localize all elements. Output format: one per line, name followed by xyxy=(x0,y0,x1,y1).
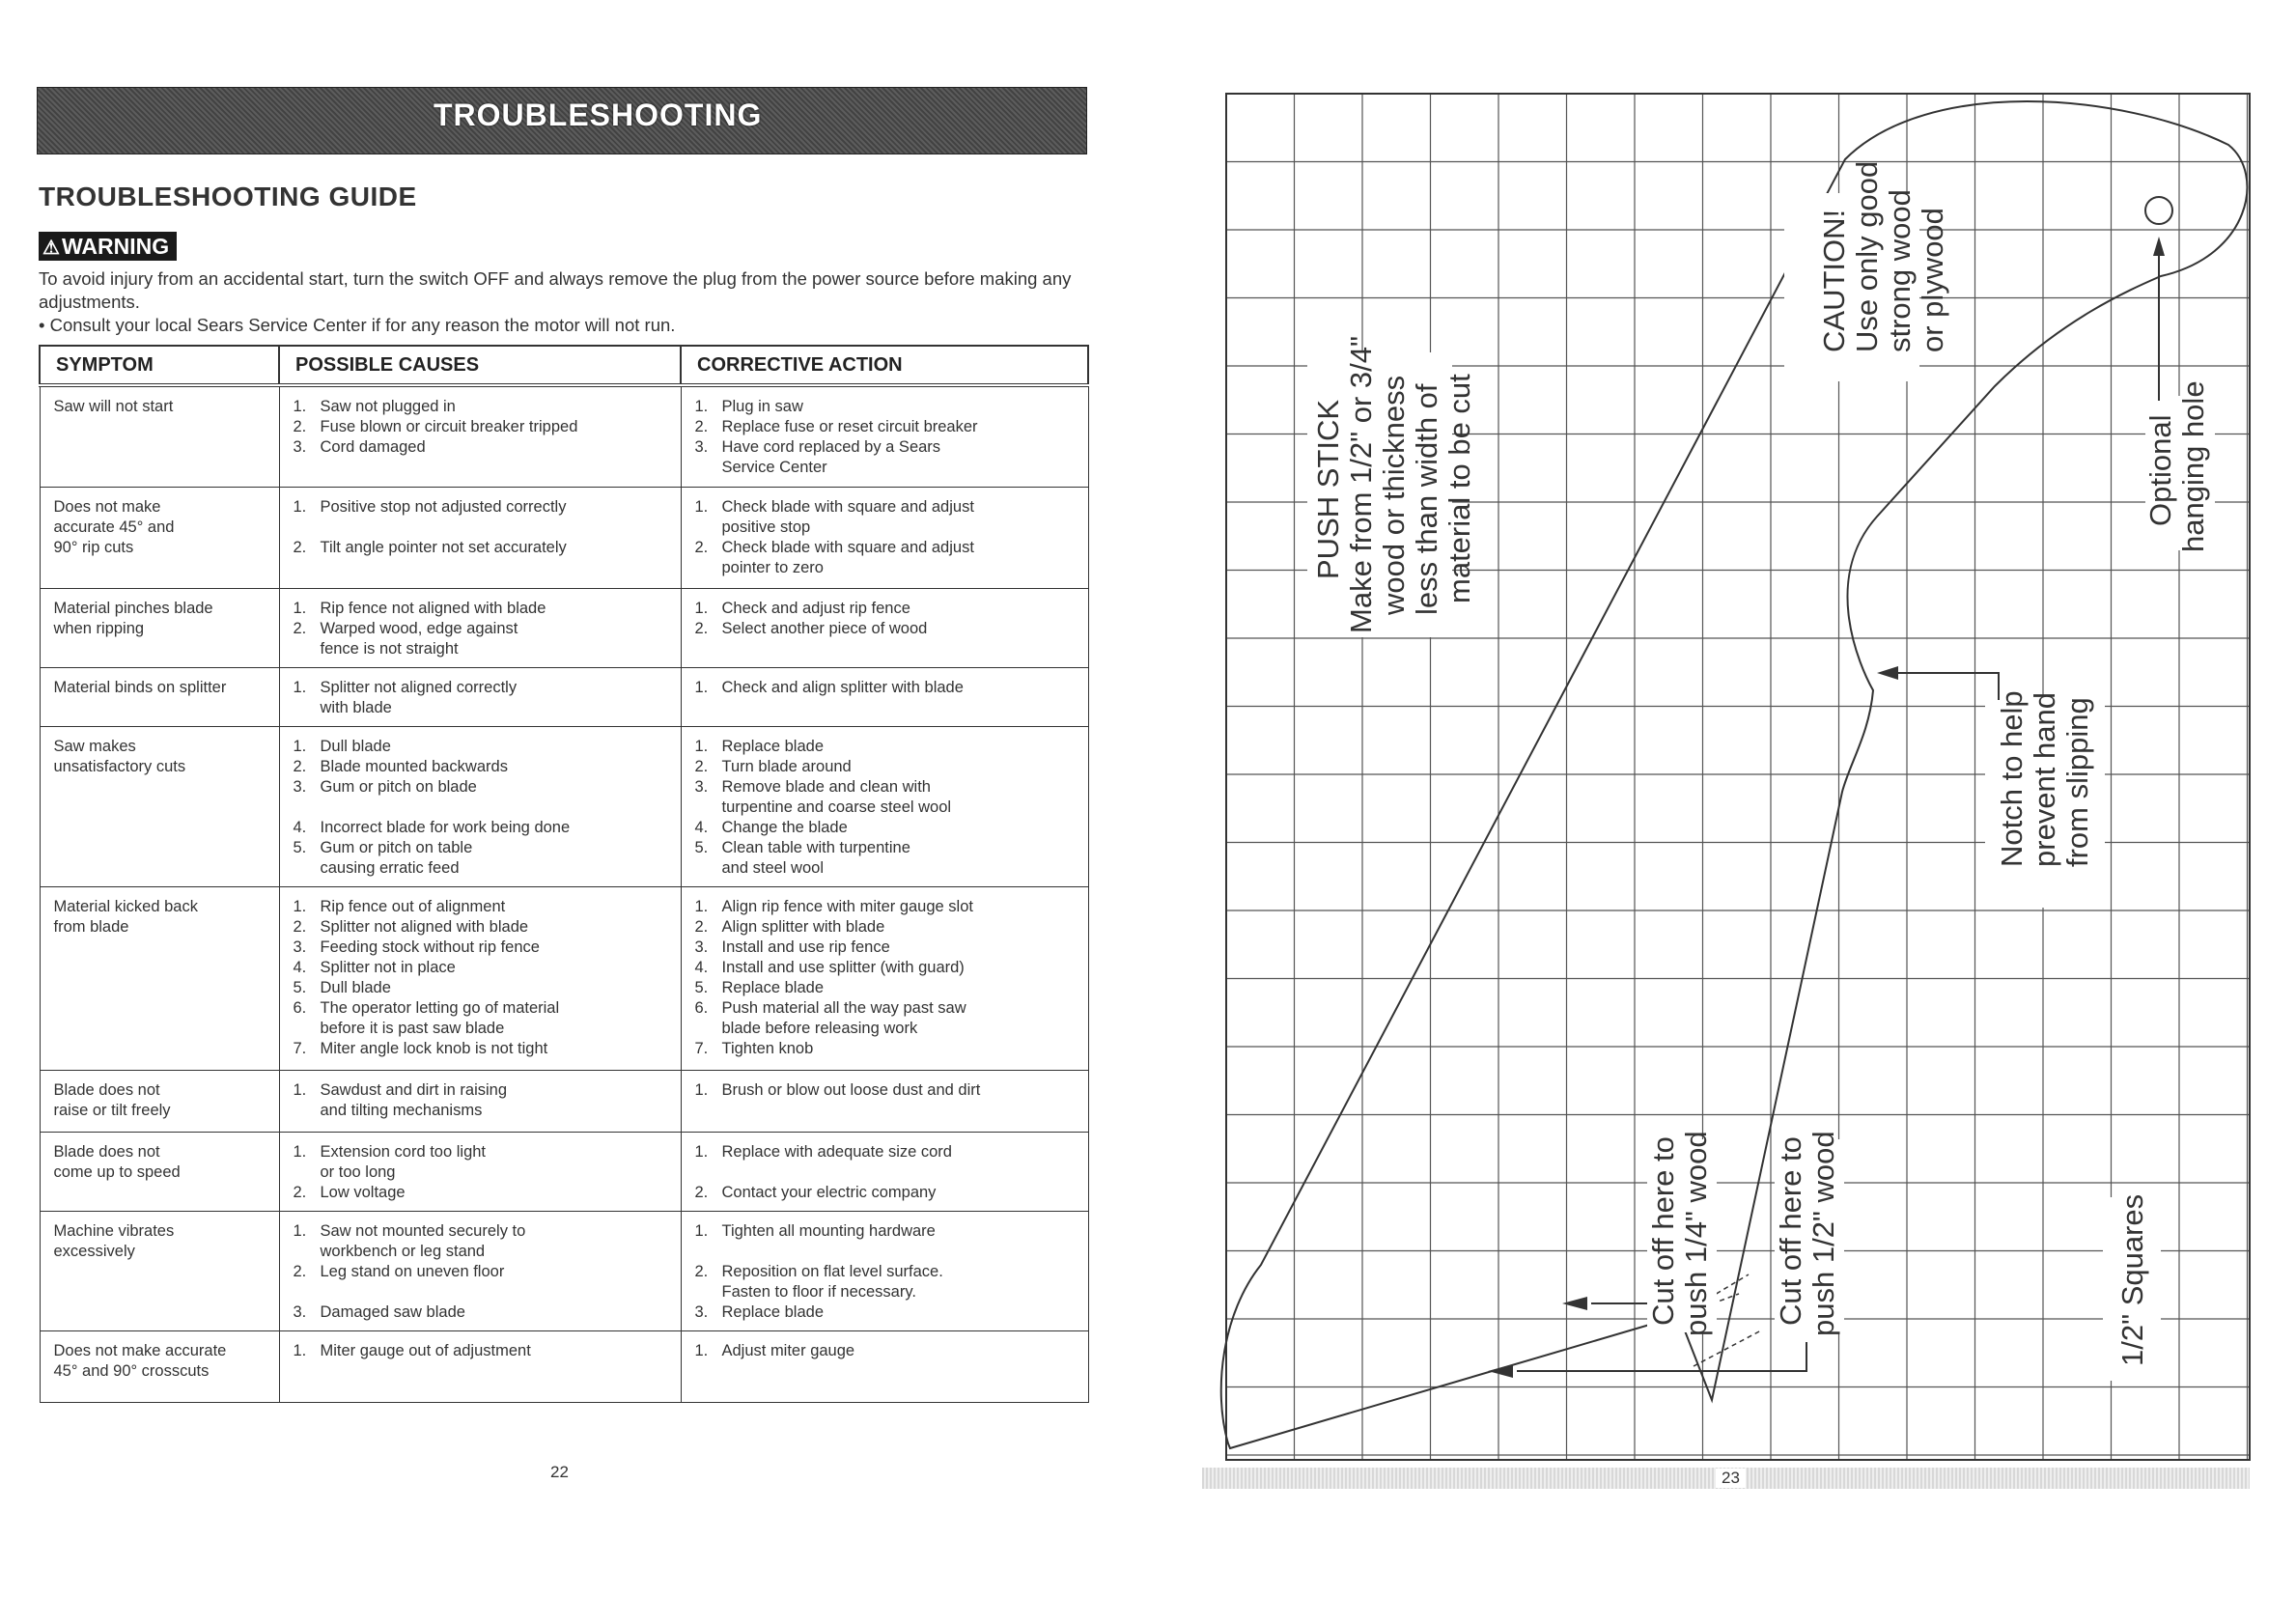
item-number: 1. xyxy=(293,1080,307,1099)
caution-title: CAUTION! xyxy=(1817,209,1851,352)
notch-label: prevent hand xyxy=(2028,692,2061,867)
push-stick-line: Make from 1/2" or 3/4" xyxy=(1344,335,1378,633)
item-number: 1. xyxy=(694,897,709,915)
item-text: Dull blade xyxy=(320,978,391,996)
table-row xyxy=(40,1132,1088,1211)
list-item xyxy=(695,958,1080,978)
item-text: Replace with adequate size cord xyxy=(721,1142,952,1161)
table-row xyxy=(40,588,1088,667)
table-row xyxy=(40,1330,1088,1402)
item-text: Install and use rip fence xyxy=(721,938,890,956)
notch-label: from slipping xyxy=(2060,697,2094,867)
table-body xyxy=(40,385,1088,1402)
causes-cell xyxy=(279,385,681,487)
actions-cell xyxy=(681,1070,1088,1132)
symptom-cell: Blade does not raise or tilt freely xyxy=(40,1070,279,1132)
cut-quarter-label: push 1/4" wood xyxy=(1679,1131,1713,1336)
causes-cell xyxy=(279,886,681,1070)
item-text: Push material all the way past saw blade before releasing work xyxy=(721,998,966,1037)
numbered-list xyxy=(294,737,673,879)
left-page xyxy=(0,0,1110,1624)
actions-cell xyxy=(681,1211,1088,1330)
list-item xyxy=(695,917,1080,938)
item-text: Contact your electric company xyxy=(721,1183,937,1201)
list-item xyxy=(695,678,1080,698)
item-text: Splitter not aligned correctly with blade xyxy=(320,678,518,716)
column-header-symptom: SYMPTOM xyxy=(40,346,279,385)
list-item xyxy=(294,737,673,757)
hanging-hole-label: Optional xyxy=(2143,414,2177,526)
arrow-notch-head xyxy=(1877,666,1898,680)
item-number: 1. xyxy=(694,1341,709,1359)
numbered-list xyxy=(695,397,1080,478)
item-text: Positive stop not adjusted correctly xyxy=(320,497,567,516)
item-number: 1. xyxy=(293,599,307,617)
numbered-list xyxy=(294,897,673,1059)
list-item xyxy=(695,619,1080,639)
item-number: 2. xyxy=(694,538,709,556)
list-item xyxy=(695,1039,1080,1059)
symptom-cell: Machine vibrates excessively xyxy=(40,1211,279,1330)
item-text: Replace fuse or reset circuit breaker xyxy=(721,418,978,435)
hanging-hole-label: hanging hole xyxy=(2176,380,2210,552)
list-item xyxy=(695,1262,1080,1302)
item-number: 7. xyxy=(293,1039,307,1057)
list-item xyxy=(695,599,1080,619)
item-text: Clean table with turpentine and steel wool xyxy=(721,838,910,877)
item-text: Rip fence out of alignment xyxy=(320,897,506,915)
item-number: 5. xyxy=(694,838,709,856)
list-item xyxy=(695,818,1080,838)
causes-cell xyxy=(279,1132,681,1211)
causes-cell xyxy=(279,1211,681,1330)
item-number: 6. xyxy=(293,998,307,1017)
list-item xyxy=(695,538,1080,578)
list-item xyxy=(695,897,1080,917)
list-item xyxy=(695,1142,1080,1162)
list-item xyxy=(695,1183,1080,1203)
push-stick-line: material to be cut xyxy=(1442,374,1476,603)
list-item xyxy=(294,599,673,619)
list-item xyxy=(294,397,673,417)
item-number: 3. xyxy=(293,777,307,796)
item-number: 1. xyxy=(694,497,709,516)
numbered-list xyxy=(294,678,673,718)
list-item xyxy=(294,1262,673,1282)
list-item xyxy=(695,1080,1080,1101)
item-text: Warped wood, edge against fence is not straight xyxy=(320,619,518,658)
actions-cell xyxy=(681,588,1088,667)
column-header-actions: CORRECTIVE ACTION xyxy=(681,346,1088,385)
causes-cell xyxy=(279,487,681,588)
warning-triangle-icon: ⚠ xyxy=(42,238,60,259)
list-item xyxy=(294,838,673,879)
item-text: Align rip fence with miter gauge slot xyxy=(721,897,973,915)
table-row xyxy=(40,487,1088,588)
intro-line: To avoid injury from an accidental start, turn the switch OFF and always remove the plug from the power source before making any adjustments. xyxy=(39,268,1072,312)
item-number: 5. xyxy=(293,978,307,996)
caution-line: strong wood xyxy=(1883,189,1917,352)
list-item xyxy=(695,1341,1080,1361)
warning-label: WARNING xyxy=(61,234,170,259)
list-item xyxy=(695,777,1080,818)
item-text: Remove blade and clean with turpentine and coarse steel wool xyxy=(721,777,952,816)
arrow-cut-half xyxy=(1517,1342,1806,1371)
numbered-list xyxy=(294,599,673,659)
list-item xyxy=(695,998,1080,1039)
list-item xyxy=(695,737,1080,757)
symptom-cell: Material kicked back from blade xyxy=(40,886,279,1070)
item-text: Brush or blow out loose dust and dirt xyxy=(721,1080,981,1099)
item-number: 4. xyxy=(694,818,709,836)
list-item xyxy=(695,1302,1080,1323)
item-number: 1. xyxy=(293,678,307,696)
item-number: 2. xyxy=(293,1183,307,1201)
page-number-left: 22 xyxy=(550,1463,569,1481)
item-text: Incorrect blade for work being done xyxy=(320,818,571,836)
list-item xyxy=(695,838,1080,879)
item-text: Align splitter with blade xyxy=(721,917,885,936)
table-row xyxy=(40,667,1088,726)
list-item xyxy=(294,757,673,777)
item-text: Sawdust and dirt in raising and tilting mechanisms xyxy=(320,1080,508,1119)
item-number: 1. xyxy=(293,737,307,755)
list-item xyxy=(294,538,673,558)
item-text: Saw not mounted securely to workbench or leg stand xyxy=(320,1221,526,1260)
intro-line: • Consult your local Sears Service Center if for any reason the motor will not run. xyxy=(39,315,676,335)
right-page xyxy=(1193,0,2296,1624)
banner-title: TROUBLESHOOTING xyxy=(434,98,763,132)
page-number-right: 23 xyxy=(1716,1469,1746,1488)
numbered-list xyxy=(695,737,1080,879)
list-item xyxy=(294,1080,673,1121)
item-text: Turn blade around xyxy=(721,757,852,775)
item-text: Gum or pitch on table causing erratic feed xyxy=(320,838,473,877)
numbered-list xyxy=(695,1142,1080,1203)
item-number: 1. xyxy=(694,599,709,617)
warning-badge xyxy=(39,232,177,261)
cut-half-label: Cut off here to xyxy=(1774,1136,1807,1326)
numbered-list xyxy=(695,897,1080,1059)
numbered-list xyxy=(695,1341,1080,1361)
causes-cell xyxy=(279,726,681,886)
symptom-cell: Blade does not come up to speed xyxy=(40,1132,279,1211)
item-number: 3. xyxy=(293,938,307,956)
item-number: 3. xyxy=(694,777,709,796)
causes-cell xyxy=(279,1330,681,1402)
item-number: 1. xyxy=(293,1341,307,1359)
push-stick-line: wood or thickness xyxy=(1377,375,1411,615)
item-number: 1. xyxy=(293,398,307,415)
item-number: 2. xyxy=(293,619,307,637)
table-row xyxy=(40,886,1088,1070)
table-header-row xyxy=(40,346,1088,385)
numbered-list xyxy=(695,678,1080,698)
numbered-list xyxy=(294,1341,673,1361)
list-item xyxy=(695,1221,1080,1242)
item-number: 2. xyxy=(293,1262,307,1280)
list-item xyxy=(695,437,1080,478)
item-text: Adjust miter gauge xyxy=(721,1341,855,1359)
item-text: Gum or pitch on blade xyxy=(320,777,477,796)
numbered-list xyxy=(695,1080,1080,1101)
list-item xyxy=(294,437,673,458)
item-number: 6. xyxy=(694,998,709,1017)
column-header-causes: POSSIBLE CAUSES xyxy=(279,346,681,385)
table-row xyxy=(40,1070,1088,1132)
cut-half-label: push 1/2" wood xyxy=(1806,1131,1840,1336)
item-text: Miter gauge out of adjustment xyxy=(320,1341,531,1359)
list-item xyxy=(294,1341,673,1361)
list-item xyxy=(695,978,1080,998)
item-text: Replace blade xyxy=(721,737,824,755)
item-text: Check blade with square and adjust positive stop xyxy=(721,497,974,536)
item-text: Check and align splitter with blade xyxy=(721,678,964,696)
table-row xyxy=(40,385,1088,487)
symptom-cell: Material pinches blade when ripping xyxy=(40,588,279,667)
list-item xyxy=(695,397,1080,417)
arrow-cut-half-head xyxy=(1488,1364,1513,1378)
item-text: Check and adjust rip fence xyxy=(721,599,910,617)
item-number: 2. xyxy=(694,619,709,637)
item-text: Tighten all mounting hardware xyxy=(721,1221,936,1240)
list-item xyxy=(294,917,673,938)
numbered-list xyxy=(695,1221,1080,1323)
item-text: Tilt angle pointer not set accurately xyxy=(320,538,567,556)
push-stick-line: less than width of xyxy=(1410,383,1443,615)
causes-cell xyxy=(279,1070,681,1132)
item-number: 1. xyxy=(293,897,307,915)
item-number: 2. xyxy=(694,1262,709,1280)
list-item xyxy=(695,417,1080,437)
item-number: 1. xyxy=(293,1142,307,1161)
actions-cell xyxy=(681,487,1088,588)
list-item xyxy=(294,998,673,1039)
item-text: Fuse blown or circuit breaker tripped xyxy=(320,418,578,435)
list-item xyxy=(294,777,673,798)
list-item xyxy=(294,978,673,998)
list-item xyxy=(294,818,673,838)
footer-bar xyxy=(1202,1468,2250,1489)
item-text: Damaged saw blade xyxy=(320,1302,465,1321)
item-number: 3. xyxy=(694,938,709,956)
item-text: Check blade with square and adjust pointer to zero xyxy=(721,538,974,576)
actions-cell xyxy=(681,1330,1088,1402)
numbered-list xyxy=(294,1080,673,1121)
item-number: 2. xyxy=(293,917,307,936)
actions-cell xyxy=(681,886,1088,1070)
item-text: Extension cord too light or too long xyxy=(320,1142,487,1181)
table-row xyxy=(40,1211,1088,1330)
item-text: Low voltage xyxy=(320,1183,406,1201)
list-item xyxy=(294,1039,673,1059)
list-item xyxy=(294,1183,673,1203)
caution-line: Use only good xyxy=(1850,160,1884,352)
symptom-cell: Saw makes unsatisfactory cuts xyxy=(40,726,279,886)
item-number: 2. xyxy=(694,917,709,936)
list-item xyxy=(294,897,673,917)
item-text: Replace blade xyxy=(721,978,824,996)
item-number: 2. xyxy=(694,757,709,775)
actions-cell xyxy=(681,667,1088,726)
item-number: 2. xyxy=(293,538,307,556)
list-item xyxy=(294,678,673,718)
item-number: 1. xyxy=(293,497,307,516)
symptom-cell: Does not make accurate 45° and 90° crosscuts xyxy=(40,1330,279,1402)
item-number: 1. xyxy=(694,1142,709,1161)
item-number: 1. xyxy=(694,1080,709,1099)
item-text: Reposition on flat level surface. Fasten to floor if necessary. xyxy=(721,1262,943,1301)
section-banner xyxy=(37,87,1087,154)
causes-cell xyxy=(279,667,681,726)
item-number: 4. xyxy=(293,818,307,836)
item-text: Rip fence not aligned with blade xyxy=(320,599,546,617)
numbered-list xyxy=(695,497,1080,578)
item-number: 3. xyxy=(694,1302,709,1321)
item-text: Install and use splitter (with guard) xyxy=(721,958,965,976)
guide-title: TROUBLESHOOTING GUIDE xyxy=(39,182,417,211)
item-number: 2. xyxy=(293,418,307,435)
item-number: 1. xyxy=(694,737,709,755)
item-number: 4. xyxy=(694,958,709,976)
item-number: 4. xyxy=(293,958,307,976)
list-item xyxy=(294,417,673,437)
numbered-list xyxy=(294,397,673,458)
symptom-cell: Material binds on splitter xyxy=(40,667,279,726)
item-text: Leg stand on uneven floor xyxy=(320,1262,505,1280)
item-number: 3. xyxy=(293,1302,307,1321)
item-number: 5. xyxy=(694,978,709,996)
list-item xyxy=(294,497,673,518)
notch-label: Notch to help xyxy=(1995,690,2029,867)
item-text: Select another piece of wood xyxy=(721,619,928,637)
list-item xyxy=(294,1142,673,1183)
item-number: 1. xyxy=(694,678,709,696)
push-stick-diagram xyxy=(1193,0,2296,1506)
item-text: Dull blade xyxy=(320,737,391,755)
cut-quarter-label: Cut off here to xyxy=(1646,1136,1680,1326)
item-number: 2. xyxy=(694,418,709,435)
squares-label: 1/2" Squares xyxy=(2115,1193,2149,1366)
arrow-hanging-hole-head xyxy=(2153,237,2165,256)
item-number: 7. xyxy=(694,1039,709,1057)
item-text: Feeding stock without rip fence xyxy=(320,938,540,956)
item-number: 1. xyxy=(293,1221,307,1240)
item-text: The operator letting go of material before it is past saw blade xyxy=(320,998,560,1037)
item-text: Have cord replaced by a Sears Service Center xyxy=(721,438,941,476)
item-number: 3. xyxy=(293,438,307,456)
list-item xyxy=(294,958,673,978)
numbered-list xyxy=(294,1221,673,1323)
symptom-cell: Does not make accurate 45° and 90° rip cuts xyxy=(40,487,279,588)
numbered-list xyxy=(294,497,673,558)
list-item xyxy=(695,757,1080,777)
table-row xyxy=(40,726,1088,886)
hanging-hole-circle xyxy=(2145,197,2172,224)
item-text: Replace blade xyxy=(721,1302,824,1321)
item-text: Miter angle lock knob is not tight xyxy=(320,1039,548,1057)
item-number: 1. xyxy=(694,398,709,415)
numbered-list xyxy=(294,1142,673,1203)
warning-text xyxy=(39,267,1091,337)
item-number: 2. xyxy=(694,1183,709,1201)
troubleshooting-table xyxy=(39,345,1089,1403)
item-number: 5. xyxy=(293,838,307,856)
list-item xyxy=(695,938,1080,958)
item-text: Splitter not in place xyxy=(320,958,456,976)
numbered-list xyxy=(695,599,1080,639)
arrow-notch xyxy=(1889,673,1999,700)
list-item xyxy=(294,1221,673,1262)
item-number: 1. xyxy=(694,1221,709,1240)
list-item xyxy=(294,619,673,659)
item-text: Tighten knob xyxy=(721,1039,814,1057)
caution-line: or plywood xyxy=(1916,208,1949,352)
item-text: Cord damaged xyxy=(320,438,426,456)
actions-cell xyxy=(681,1132,1088,1211)
item-text: Change the blade xyxy=(721,818,848,836)
causes-cell xyxy=(279,588,681,667)
push-stick-title: PUSH STICK xyxy=(1311,399,1345,579)
list-item xyxy=(294,1302,673,1323)
item-text: Saw not plugged in xyxy=(320,398,456,415)
symptom-cell: Saw will not start xyxy=(40,385,279,487)
list-item xyxy=(294,938,673,958)
actions-cell xyxy=(681,726,1088,886)
list-item xyxy=(695,497,1080,538)
actions-cell xyxy=(681,385,1088,487)
item-text: Plug in saw xyxy=(721,398,803,415)
item-number: 3. xyxy=(694,438,709,456)
item-text: Splitter not aligned with blade xyxy=(320,917,529,936)
item-number: 2. xyxy=(293,757,307,775)
item-text: Blade mounted backwards xyxy=(320,757,508,775)
